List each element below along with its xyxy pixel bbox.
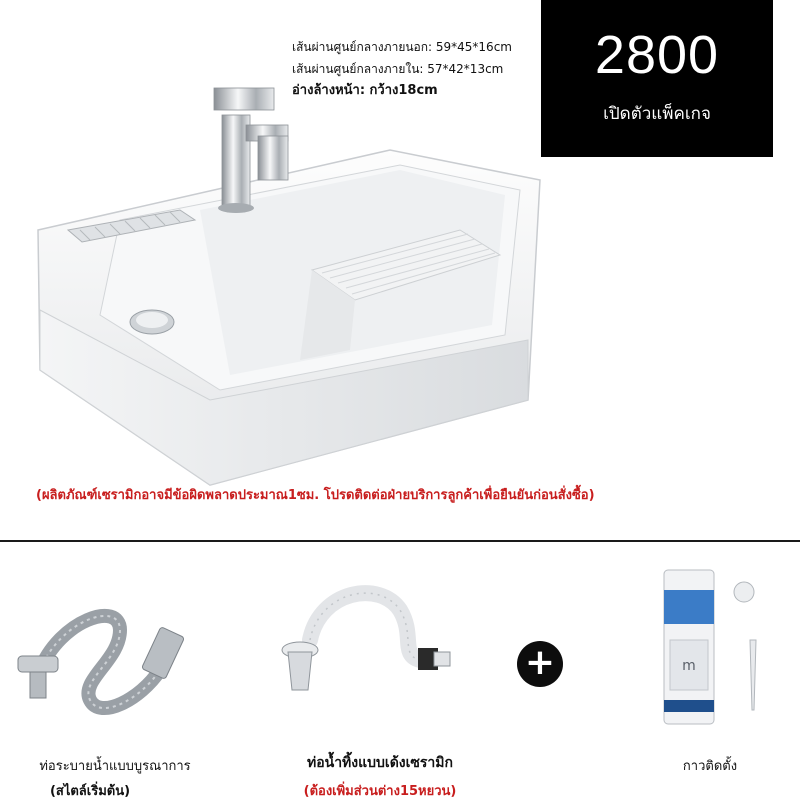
accessory-label: ท่อน้ำทิ้งแบบเด้งเซรามิก — [306, 755, 453, 771]
accessory-sub: (สไตล์เริ่มต้น) — [49, 784, 131, 799]
spec-outer-size: เส้นผ่านศูนย์กลางภายนอก: 59*45*16cm — [292, 40, 512, 54]
accessory-glue[interactable] — [620, 560, 800, 800]
glue-tube-image — [620, 560, 800, 740]
plus-icon: + — [517, 641, 563, 687]
accessory-ceramic-popup[interactable] — [260, 560, 500, 800]
package-label: เปิดตัวแพ็คเกจ — [603, 104, 711, 124]
spec-basin-width: อ่างล้างหน้า: กว้าง18cm — [292, 83, 438, 98]
spec-inner-size: เส้นผ่านศูนย์กลางภายใน: 57*42*13cm — [292, 62, 504, 76]
accessory-label: กาวติดตั้ง — [682, 759, 738, 774]
popup-drain-image — [260, 560, 500, 740]
svg-text:m: m — [682, 658, 696, 674]
drain-pipe-image — [0, 560, 230, 740]
price-value: 2800 — [594, 25, 720, 85]
price-box — [541, 0, 773, 157]
disclaimer-note: (ผลิตภัณฑ์เซรามิกอาจมีข้อผิดพลาดประมาณ1ซม. โปรดติดต่อฝ่ายบริการลูกค้าเพื่อยืนยันก่อนสั่งซื้อ) — [36, 488, 595, 503]
section-divider — [0, 540, 800, 542]
accessory-label: ท่อระบายน้ำแบบบูรณาการ — [39, 759, 191, 774]
accessory-drain-pipe[interactable] — [0, 560, 230, 800]
accessory-sub: (ต้องเพิ่มส่วนต่าง15หยวน) — [303, 784, 457, 799]
sink-image — [0, 70, 560, 490]
spec-list — [292, 36, 552, 102]
